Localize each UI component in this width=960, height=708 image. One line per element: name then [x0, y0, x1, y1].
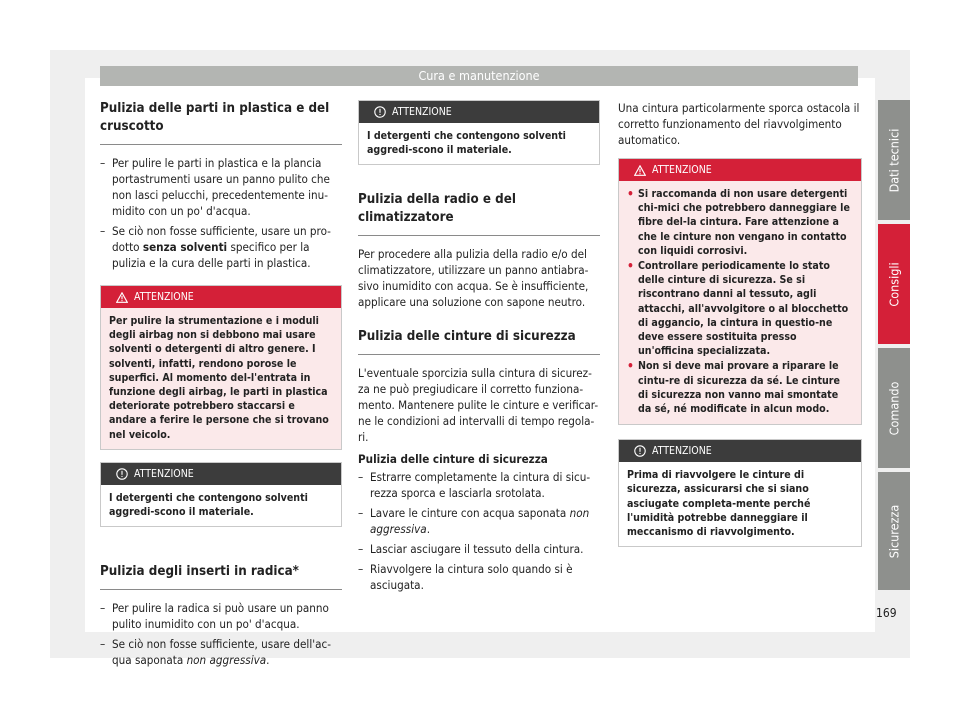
- warning-triangle-icon: [634, 165, 646, 176]
- text-span: Lavare le cinture con acqua saponata: [370, 506, 570, 521]
- subheading: Pulizia delle cinture di sicurezza: [358, 452, 548, 467]
- list-item: – Per pulire la radica si può usare un panno pulito inumidito con un po' d'acqua.: [100, 600, 342, 632]
- paragraph: Una cintura particolarmente sporca ostacola il corretto funzionamento del riavvolgimento automatico.: [618, 101, 860, 147]
- caution-box: [358, 100, 600, 165]
- caution-header: [359, 101, 599, 123]
- tab-consigli[interactable]: [878, 224, 910, 344]
- warning-header: [101, 286, 341, 308]
- list-item: – Per pulire le parti in plastica e la plancia portastrumenti usare un panno pulito che non lasci pelucchi, precedentemente inu-midito con un po' d'acqua.: [100, 155, 342, 219]
- caution-box: [618, 439, 862, 547]
- warning-label: ATTENZIONE: [134, 291, 194, 303]
- paragraph: L'eventuale sporcizia sulla cintura di sicurez-za ne può pregiudicare il corretto funziona-mento. Mantenere pulite le cinture e verificar-ne le condizioni ad intervalli di tempo regola-ri.: [358, 366, 599, 445]
- caution-header: [619, 440, 861, 462]
- warning-bullet: • Controllare periodicamente lo stato delle cinture di sicurezza. Se si riscontrano danni al tessuto, agli attacchi, all'avvolgitore o al blocchetto di aggancio, la cintura in questio-ne deve essere sostituita presso un'officina specializzata.: [627, 259, 853, 358]
- column-3: [618, 100, 862, 547]
- text-span: Se ciò non fosse sufficiente, usare dell'ac-qua saponata: [112, 637, 331, 668]
- list-item: – Estrarre completamente la cintura di sicu-rezza sporca e lasciarla srotolata.: [358, 469, 600, 501]
- list-item: [100, 223, 342, 271]
- warning-label: ATTENZIONE: [652, 164, 712, 176]
- caution-text: Prima di riavvolgere le cinture di sicurezza, assicurarsi che si siano asciugate completa-mente perché l'umidità potrebbe danneggiare il meccanismo di riavvolgimento.: [627, 469, 811, 539]
- caution-header: [101, 463, 341, 485]
- info-circle-icon: [374, 106, 386, 118]
- column-2: [358, 100, 600, 597]
- column-1: [100, 100, 342, 672]
- warning-bullet: • Non si deve mai provare a riparare le cintu-re di sicurezza da sé. Le cinture di sicurezza non vanno mai smontate da sé, né modificate in alcun modo.: [627, 359, 853, 416]
- section-title-radio: Pulizia della radio e del climatizzatore: [358, 191, 600, 236]
- italic-text: non aggressiva: [370, 506, 590, 537]
- warning-box: [100, 285, 342, 450]
- caution-text: I detergenti che contengono solventi aggredi-scono il materiale.: [367, 130, 566, 157]
- list-item: [358, 505, 600, 537]
- text-span: .: [266, 653, 270, 668]
- info-circle-icon: [634, 445, 646, 457]
- text-span: specifico per la pulizia e la cura delle parti in plastica.: [112, 240, 311, 270]
- caution-text: I detergenti che contengono solventi aggredi-scono il materiale.: [109, 491, 308, 519]
- warning-text: [619, 181, 861, 424]
- warning-bullet: • Si raccomanda di non usare detergenti chi-mici che potrebbero danneggiare le fibre del-la cintura. Fare attenzione a che le cinture non vengano in contatto con liquidi corrosivi.: [627, 187, 853, 258]
- chapter-header: Cura e manutenzione: [100, 66, 858, 86]
- list-item: – Lasciar asciugare il tessuto della cintura.: [358, 541, 600, 557]
- caution-label: ATTENZIONE: [134, 467, 194, 480]
- section-title-plastica: Pulizia delle parti in plastica e del cruscotto: [100, 100, 342, 145]
- caution-box: [100, 462, 342, 527]
- tab-label: Comando: [886, 381, 902, 435]
- warning-box: [618, 158, 862, 425]
- page-number: 169: [876, 606, 897, 620]
- italic-text: non aggressiva: [186, 653, 267, 668]
- caution-label: ATTENZIONE: [392, 106, 452, 118]
- section-title-radica: Pulizia degli inserti in radica*: [100, 563, 342, 590]
- tab-label: Consigli: [886, 261, 902, 307]
- text-span: Se ciò non fosse sufficiente, usare un pro-dotto: [112, 224, 331, 254]
- list-item: [100, 636, 342, 668]
- info-circle-icon: [116, 468, 128, 480]
- tab-dati-tecnici[interactable]: [878, 100, 910, 220]
- tab-sicurezza[interactable]: [878, 472, 910, 590]
- paragraph: Per procedere alla pulizia della radio e/o del climatizzatore, utilizzare un panno antiabra-sivo inumidito con acqua. Se è insufficiente, applicare una soluzione con sapone neutro.: [358, 247, 589, 310]
- bold-text: senza solventi: [142, 240, 228, 254]
- caution-label: ATTENZIONE: [652, 445, 712, 458]
- list-item: – Riavvolgere la cintura solo quando si è asciugata.: [358, 561, 600, 593]
- text-span: .: [426, 522, 430, 537]
- warning-triangle-icon: [116, 292, 128, 303]
- warning-header: [619, 159, 861, 181]
- section-title-cinture: Pulizia delle cinture di sicurezza: [358, 328, 600, 355]
- tab-label: Dati tecnici: [886, 128, 902, 192]
- tab-comando[interactable]: [878, 348, 910, 468]
- warning-text: Per pulire la strumentazione e i moduli degli airbag non si debbono mai usare solventi o detergenti di altro genere. I solventi, infatti, rendono porose le superfici. Al momento del-l'entrata in funzione degli airbag, le parti in plastica deteriorate potrebbero staccarsi e andare a ferire le persone che si trovano nel veicolo.: [101, 308, 341, 449]
- tab-label: Sicurezza: [886, 504, 902, 558]
